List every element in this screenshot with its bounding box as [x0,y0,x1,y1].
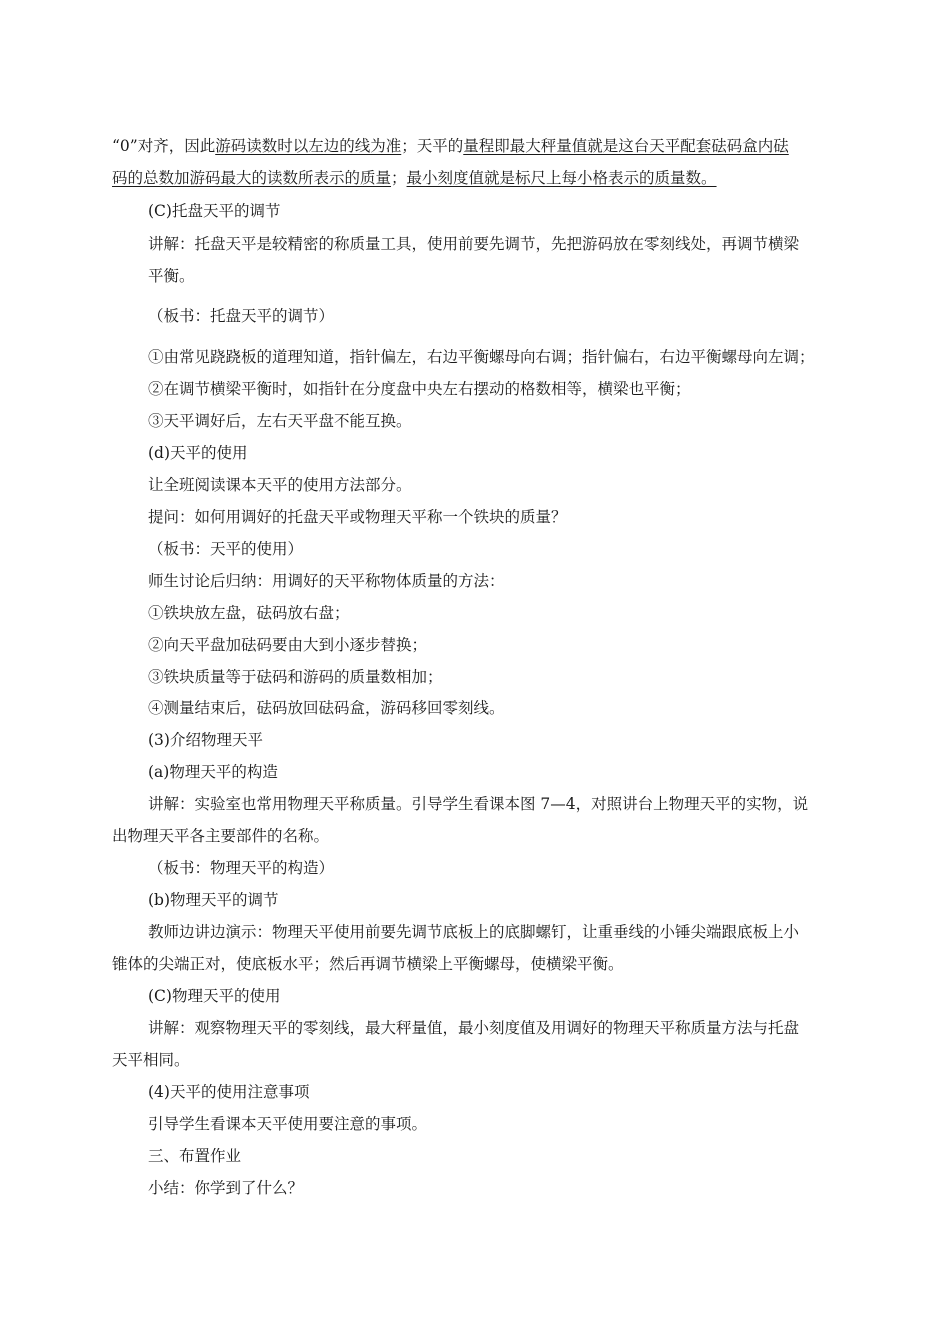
list-item: ④测量结束后，砝码放回砝码盒，游码移回零刻线。 [148,699,505,717]
board-note: （板书：托盘天平的调节） [148,307,335,325]
list-item: ③铁块质量等于砝码和游码的质量数相加； [148,668,443,686]
paragraph-line: 引导学生看课本天平使用要注意的事项。 [148,1115,428,1133]
section-heading: (C)托盘天平的调节 [148,202,281,220]
paragraph-line: 讲解：实验室也常用物理天平称质量。引导学生看课本图 7—4，对照讲台上物理天平的实物，说 [148,795,809,813]
underlined-text: 最小刻度值就是标尺上每小格表示的质量数。 [406,169,717,187]
list-item: ①由常见跷跷板的道理知道，指针偏左，右边平衡螺母向右调；指针偏右，右边平衡螺母向左调； [148,348,815,366]
paragraph-line: 平衡。 [148,267,195,285]
text-run: ；天平的 [401,137,464,155]
list-item: ①铁块放左盘，砝码放右盘； [148,604,350,622]
section-heading: (C)物理天平的使用 [148,987,281,1005]
underlined-text: 码的总数加游码最大的读数所表示的质量 [112,169,392,187]
board-note: （板书：物理天平的构造） [148,859,335,877]
paragraph-line: 锥体的尖端正对，使底板水平；然后再调节横梁上平衡螺母，使横梁平衡。 [112,955,624,973]
paragraph-line: 让全班阅读课本天平的使用方法部分。 [148,476,412,494]
paragraph-line: 教师边讲边演示：物理天平使用前要先调节底板上的底脚螺钉，让重垂线的小锤尖端跟底板上小 [148,923,800,941]
list-item: ③天平调好后，左右天平盘不能互换。 [148,412,412,430]
underlined-text: 游码读数时以左边的线为准 [215,137,402,155]
paragraph-line [112,168,717,188]
paragraph-line: 小结：你学到了什么？ [148,1179,304,1197]
section-heading: 三、布置作业 [148,1147,242,1165]
paragraph-line: 提问：如何用调好的托盘天平或物理天平称一个铁块的质量？ [148,508,567,526]
underlined-text: 量程即最大秤量值就是这台天平配套砝码盒内砝 [463,137,789,155]
paragraph-line: 讲解：观察物理天平的零刻线，最大秤量值，最小刻度值及用调好的物理天平称质量方法与托盘 [148,1019,800,1037]
paragraph-line [112,136,789,156]
section-heading: (d)天平的使用 [148,444,248,462]
section-heading: (4)天平的使用注意事项 [148,1083,310,1101]
paragraph-line: 出物理天平各主要部件的名称。 [112,827,330,845]
list-item: ②向天平盘加砝码要由大到小逐步替换； [148,636,428,654]
board-note: （板书：天平的使用） [148,540,304,558]
section-heading: (b)物理天平的调节 [148,891,279,909]
list-item: ②在调节横梁平衡时，如指针在分度盘中央左右摆动的格数相等，横梁也平衡； [148,380,691,398]
paragraph-line: 天平相同。 [112,1051,190,1069]
text-run: ； [391,169,407,187]
section-heading: (a)物理天平的构造 [148,763,278,781]
paragraph-line: 师生讨论后归纳：用调好的天平称物体质量的方法： [148,572,505,590]
paragraph-line: 讲解：托盘天平是较精密的称质量工具，使用前要先调节，先把游码放在零刻线处，再调节横梁 [148,235,800,253]
section-heading: (3)介绍物理天平 [148,731,263,749]
text-run: “0”对齐，因此 [112,137,216,155]
